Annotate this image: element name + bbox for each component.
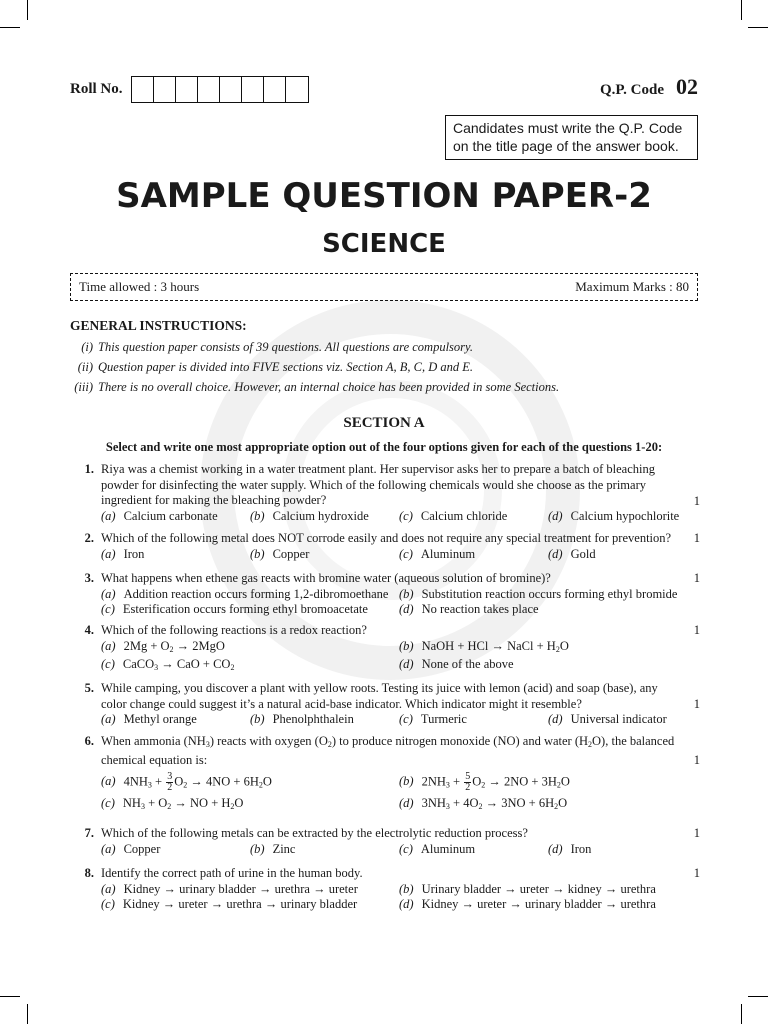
option-item[interactable]: [101, 547, 250, 563]
section-instruction: Select and write one most appropriate option out of the four options given for each of the questions 1-20:: [105, 440, 663, 454]
option-text: Methyl orange: [123, 712, 197, 726]
option-item[interactable]: [399, 639, 697, 658]
time-marks-bar: [70, 273, 698, 301]
option-text: Kidney → urinary bladder → urethra → ureter: [123, 881, 358, 896]
option-label: (c): [101, 602, 115, 616]
option-item[interactable]: [399, 509, 548, 525]
options-list: [101, 509, 700, 525]
option-label: (c): [399, 546, 413, 561]
option-text: Urinary bladder → ureter → kidney → urethra: [421, 881, 656, 896]
option-item[interactable]: [399, 587, 697, 603]
question-item: [70, 734, 700, 815]
option-text: Calcium hydroxide: [272, 508, 369, 523]
option-text: Phenolphthalein: [272, 712, 354, 726]
option-item[interactable]: [101, 509, 250, 525]
option-item[interactable]: [101, 768, 399, 796]
option-text: Substitution reaction occurs forming ethyl bromide: [421, 586, 678, 601]
option-label: (a): [101, 774, 116, 789]
option-label: (b): [250, 546, 265, 561]
option-text: NaOH + HCl → NaCl + $H_2O$: [421, 638, 569, 654]
option-text: Kidney → ureter → urinary bladder → urethra: [421, 897, 656, 911]
option-text: Universal indicator: [570, 712, 667, 726]
option-text: Aluminum: [420, 841, 476, 856]
options-list: [101, 547, 700, 563]
question-number: 6.: [84, 734, 94, 748]
instruction-item: [70, 357, 559, 377]
option-item[interactable]: [250, 547, 399, 563]
option-label: (b): [399, 881, 414, 896]
option-text: $4NH_3$ + $\frac{3}{2}$ $O_2 \to 4NO + 6H_2O$: [123, 770, 272, 793]
option-label: (d): [548, 712, 563, 726]
question-text: While camping, you discover a plant with yellow roots. Testing its juice with lemon (acid) and soap (base), any color change could suggest it’s a natural acid-base indicator. Which indicator might it resemble?: [101, 681, 658, 711]
roll-number-box[interactable]: [286, 77, 308, 102]
fraction-numerator: 3: [167, 770, 173, 782]
fraction-numerator: 5: [465, 770, 471, 782]
crop-mark: [27, 0, 28, 20]
option-item[interactable]: [101, 897, 399, 913]
option-text: $3NH_3 + 4O_2 \to 3NO + 6H_2O$: [421, 796, 568, 811]
option-item[interactable]: [399, 547, 548, 563]
question-text: Which of the following metal does NOT corrode easily and does not require any special treatment for prevention?: [101, 531, 672, 545]
option-item[interactable]: [101, 587, 399, 603]
roll-number-label: Roll No.: [70, 81, 123, 97]
option-label: (a): [101, 508, 116, 523]
options-list: [101, 587, 700, 618]
question-item: [70, 681, 700, 728]
question-text: Which of the following reactions is a redox reaction?: [101, 623, 367, 637]
option-item[interactable]: [399, 897, 697, 913]
question-text: When ammonia $(NH_3)$ reacts with oxygen $(O_2)$ to produce nitrogen monoxide (NO) and water $(H_2O)$, the balanced chemical equation is:: [101, 734, 675, 767]
option-label: (d): [399, 796, 414, 810]
option-text: Copper: [272, 546, 310, 561]
question-marks: 1: [693, 571, 700, 585]
crop-mark: [27, 1004, 28, 1024]
question-marks: 1: [693, 696, 700, 711]
crop-mark: [0, 27, 20, 28]
roll-number-box[interactable]: [198, 77, 220, 102]
instruction-text: There is no overall choice. However, an internal choice has been provided in some Sections.: [98, 379, 560, 394]
fraction-denominator: 2: [167, 781, 173, 793]
crop-mark: [741, 1004, 742, 1024]
maximum-marks: Maximum Marks : 80: [575, 279, 689, 294]
fraction-denominator: 2: [465, 781, 471, 793]
fraction: [464, 772, 471, 793]
question-marks: 1: [693, 493, 700, 508]
option-text: Iron: [570, 841, 592, 856]
fraction: [166, 772, 173, 793]
option-label: (d): [399, 602, 414, 616]
instruction-number: (i): [81, 339, 93, 354]
option-item[interactable]: [101, 882, 399, 898]
question-text: Which of the following metals can be extracted by the electrolytic reduction process?: [101, 826, 528, 840]
options-list: [101, 882, 700, 913]
option-text: Calcium chloride: [420, 508, 508, 523]
option-item[interactable]: [399, 796, 697, 815]
option-item[interactable]: [250, 712, 399, 728]
qp-code: [600, 74, 698, 100]
roll-number-field: [70, 76, 309, 103]
option-item[interactable]: [101, 657, 399, 676]
instruction-number: (ii): [77, 359, 93, 374]
question-item: [70, 462, 700, 524]
option-label: (c): [399, 508, 413, 523]
question-marks: 1: [693, 866, 700, 880]
question-number: 5.: [84, 681, 94, 695]
option-item[interactable]: [548, 509, 697, 525]
option-item[interactable]: [101, 602, 399, 618]
option-text: None of the above: [421, 657, 514, 671]
section-title: SECTION A: [343, 415, 425, 431]
option-text: Calcium hypochlorite: [570, 508, 680, 523]
option-item[interactable]: [101, 712, 250, 728]
instructions-list: [70, 337, 559, 397]
option-label: (c): [101, 796, 115, 810]
crop-mark: [0, 996, 20, 997]
option-item[interactable]: [250, 842, 399, 858]
option-item[interactable]: [101, 639, 399, 658]
instruction-number: (iii): [74, 379, 93, 394]
question-number: 2.: [84, 531, 94, 545]
question-item: [70, 531, 700, 562]
question-number: 7.: [84, 826, 94, 840]
option-label: (b): [250, 712, 265, 726]
subject-title: SCIENCE: [322, 229, 446, 259]
qp-code-label: Q.P. Code: [599, 82, 664, 98]
option-text: Addition reaction occurs forming 1,2-dibromoethane: [123, 586, 389, 601]
instruction-text: This question paper consists of 39 questions. All questions are compulsory.: [98, 339, 474, 354]
question-number: 4.: [84, 623, 94, 637]
question-text: Identify the correct path of urine in the human body.: [101, 866, 363, 880]
option-item[interactable]: [399, 712, 548, 728]
instruction-text: Question paper is divided into FIVE sections viz. Section A, B, C, D and E.: [98, 359, 474, 374]
option-label: (a): [101, 638, 116, 653]
time-allowed: Time allowed : 3 hours: [79, 279, 200, 294]
instruction-item: [70, 337, 559, 357]
question-marks: 1: [693, 826, 700, 840]
question-item: [70, 866, 700, 913]
question-text: Riya was a chemist working in a water treatment plant. Her supervisor asks her to prepare a batch of bleaching powder for disinfecting the water supply. Which of the following chemicals would she choose as the primary ingredient for making the bleaching powder?: [101, 462, 655, 507]
option-label: (a): [101, 546, 116, 561]
option-item[interactable]: [399, 602, 697, 618]
question-number: 3.: [84, 571, 94, 585]
question-marks: 1: [693, 623, 700, 637]
option-item[interactable]: [250, 509, 399, 525]
roll-number-box[interactable]: [220, 77, 242, 102]
roll-number-box[interactable]: [154, 77, 176, 102]
instructions-heading: GENERAL INSTRUCTIONS:: [70, 318, 247, 333]
instruction-item: [70, 377, 559, 397]
option-item[interactable]: [399, 657, 697, 676]
option-item[interactable]: [101, 796, 399, 815]
option-label: (a): [101, 881, 116, 896]
roll-number-box[interactable]: [242, 77, 264, 102]
question-marks: 1: [693, 752, 700, 767]
option-label: (c): [101, 657, 115, 671]
question-number: 1.: [84, 462, 94, 476]
question-item: [70, 623, 700, 676]
option-text: Iron: [123, 546, 145, 561]
option-text: $2NH_3$ + $\frac{5}{2}$ $O_2 \to 2NO + 3H_2O$: [421, 770, 570, 793]
option-item[interactable]: [399, 768, 697, 796]
option-text: $2Mg + O_2 \to 2MgO$: [123, 638, 225, 654]
crop-mark: [748, 27, 768, 28]
options-list: [101, 768, 700, 815]
option-text: No reaction takes place: [421, 602, 539, 616]
option-text: Gold: [570, 546, 596, 561]
roll-number-box[interactable]: [264, 77, 286, 102]
options-list: [101, 712, 700, 728]
option-label: (a): [101, 712, 116, 726]
option-text: Calcium carbonate: [123, 508, 218, 523]
option-label: (d): [548, 841, 563, 856]
question-number: 8.: [84, 866, 94, 880]
crop-mark: [741, 0, 742, 20]
option-label: (c): [399, 841, 413, 856]
option-label: (c): [399, 712, 413, 726]
option-item[interactable]: [101, 842, 250, 858]
options-list: [101, 639, 700, 676]
roll-number-box[interactable]: [132, 77, 154, 102]
options-list: [101, 842, 700, 858]
option-label: (c): [101, 897, 115, 911]
roll-number-box[interactable]: [176, 77, 198, 102]
question-marks: 1: [693, 531, 700, 545]
paper-title: SAMPLE QUESTION PAPER-2: [116, 176, 652, 216]
option-item[interactable]: [548, 547, 697, 563]
option-label: (d): [548, 546, 563, 561]
qp-code-notice: Candidates must write the Q.P. Code on the title page of the answer book.: [445, 115, 698, 160]
option-text: Turmeric: [420, 712, 467, 726]
option-item[interactable]: [548, 842, 697, 858]
option-text: Kidney → ureter → urethra → urinary bladder: [122, 897, 358, 911]
option-text: CaCO$_3$ → CaO + $CO_2$: [122, 657, 235, 672]
qp-code-value: 02: [676, 74, 698, 99]
option-label: (a): [101, 586, 116, 601]
option-item[interactable]: [399, 882, 697, 898]
option-item[interactable]: [548, 712, 697, 728]
option-text: $NH_3 + O_2$ → NO + $H_2O$: [122, 796, 244, 811]
question-item: [70, 571, 700, 618]
crop-mark: [748, 996, 768, 997]
option-label: (b): [399, 638, 414, 653]
question-item: [70, 826, 700, 857]
option-label: (d): [399, 657, 414, 671]
roll-number-boxes: [131, 76, 309, 103]
option-label: (d): [548, 508, 563, 523]
option-label: (b): [399, 774, 414, 789]
option-label: (d): [399, 897, 414, 911]
option-text: Zinc: [272, 841, 296, 856]
option-label: (a): [101, 841, 116, 856]
option-label: (b): [399, 586, 414, 601]
option-item[interactable]: [399, 842, 548, 858]
question-text: What happens when ethene gas reacts with bromine water (aqueous solution of bromine)?: [101, 571, 551, 585]
option-text: Aluminum: [420, 546, 476, 561]
option-label: (b): [250, 841, 265, 856]
option-text: Esterification occurs forming ethyl bromoacetate: [122, 602, 368, 616]
option-label: (b): [250, 508, 265, 523]
option-text: Copper: [123, 841, 161, 856]
